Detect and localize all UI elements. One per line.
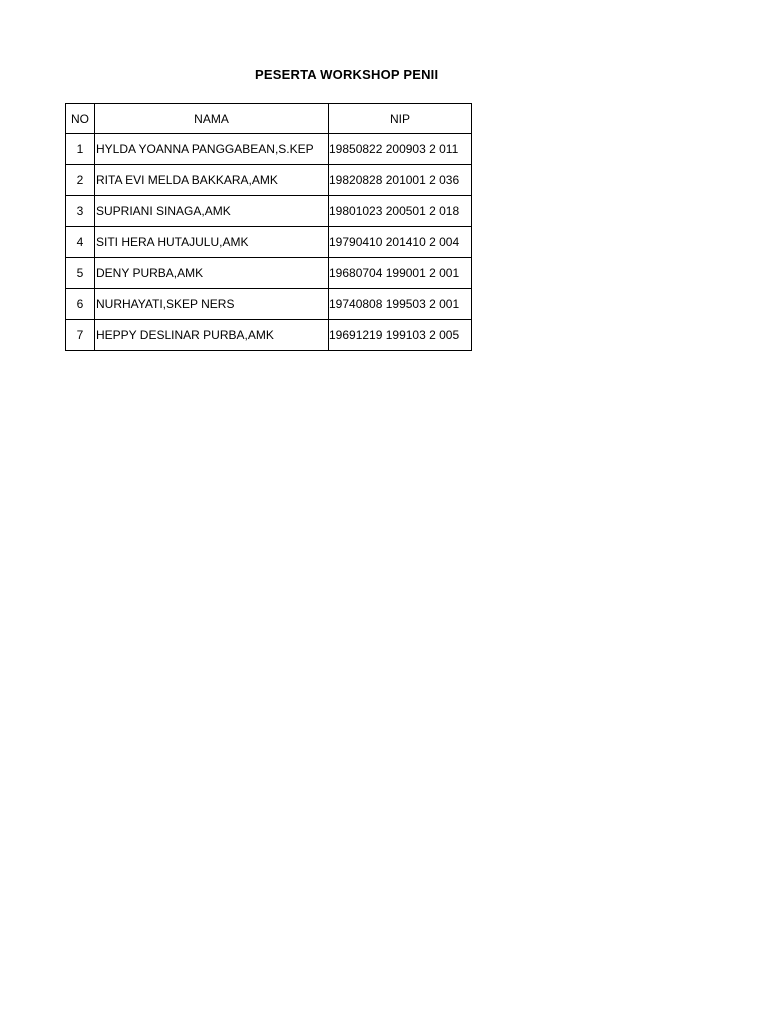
cell-nama: DENY PURBA,AMK bbox=[95, 258, 329, 289]
cell-no: 2 bbox=[66, 165, 95, 196]
table-row bbox=[66, 289, 472, 320]
table-header-row bbox=[66, 104, 472, 134]
cell-nip: 19680704 199001 2 001 bbox=[329, 258, 472, 289]
cell-nip: 19740808 199503 2 001 bbox=[329, 289, 472, 320]
cell-nip: 19691219 199103 2 005 bbox=[329, 320, 472, 351]
header-nip: NIP bbox=[329, 104, 472, 134]
cell-no: 3 bbox=[66, 196, 95, 227]
page-title-container bbox=[255, 65, 470, 85]
cell-nama: SITI HERA HUTAJULU,AMK bbox=[95, 227, 329, 258]
cell-nama-text: HYLDA YOANNA PANGGABEAN,S.KEP bbox=[96, 142, 314, 156]
header-no: NO bbox=[66, 104, 95, 134]
cell-nama: SUPRIANI SINAGA,AMK bbox=[95, 196, 329, 227]
table-row bbox=[66, 134, 472, 165]
cell-nip: 19790410 201410 2 004 bbox=[329, 227, 472, 258]
table-row bbox=[66, 320, 472, 351]
cell-nama: RITA EVI MELDA BAKKARA,AMK bbox=[95, 165, 329, 196]
page-title: PESERTA WORKSHOP PENII bbox=[255, 67, 439, 82]
cell-no: 7 bbox=[66, 320, 95, 351]
cell-nip: 19850822 200903 2 011 bbox=[329, 134, 472, 165]
participants-table bbox=[65, 103, 472, 351]
cell-no: 4 bbox=[66, 227, 95, 258]
cell-nip: 19801023 200501 2 018 bbox=[329, 196, 472, 227]
header-nama: NAMA bbox=[95, 104, 329, 134]
cell-nama: NURHAYATI,SKEP NERS bbox=[95, 289, 329, 320]
cell-no: 5 bbox=[66, 258, 95, 289]
cell-no: 1 bbox=[66, 134, 95, 165]
cell-nip: 19820828 201001 2 036 bbox=[329, 165, 472, 196]
cell-nama bbox=[95, 134, 329, 165]
table-row bbox=[66, 165, 472, 196]
table-row bbox=[66, 196, 472, 227]
table-row bbox=[66, 258, 472, 289]
table-row bbox=[66, 227, 472, 258]
cell-nama: HEPPY DESLINAR PURBA,AMK bbox=[95, 320, 329, 351]
cell-no: 6 bbox=[66, 289, 95, 320]
